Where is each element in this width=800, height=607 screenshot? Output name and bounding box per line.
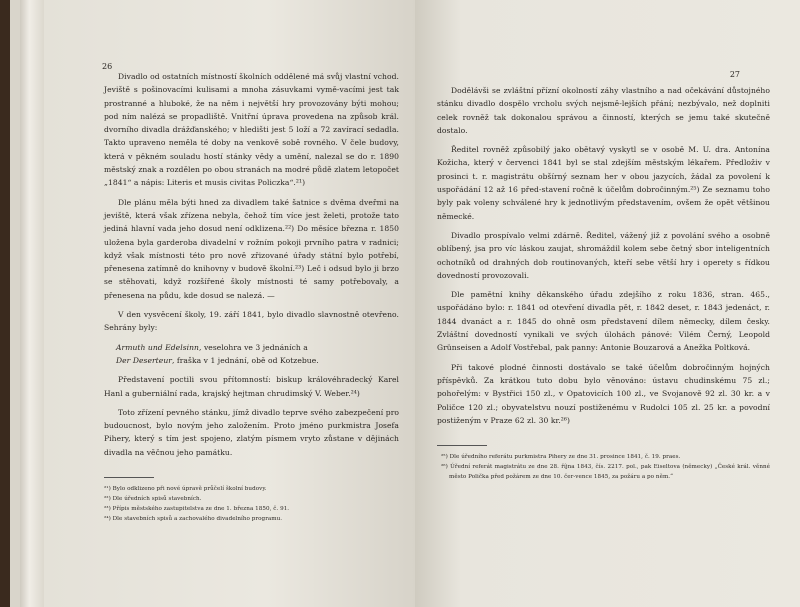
play-title: Armuth und Edelsinn [116,342,200,352]
paragraph: Dle pamětní knihy děkanského úřadu zdejšího z roku 1836, stran. 465., uspořádáno bylo: r. 1841 od otevření divadla pět, r. 1842 deset, r. 1843 jedenáct, r. 1844 dvanáct a r. 1845 do ohně osm představení dílem německy, dílem česky. Zvláštní dovedností vynikali ve svých úlohách pánové: Vilém Černý, Leopold Grünseisen a Adolf Vostřebal, pak panny: Antonie Bouzarová a Anežka Poltková. [437,290,770,353]
play-desc: , fraška v 1 jednání, obě od Kotzebue. [171,355,319,365]
left-body [104,70,399,524]
footnote: ²⁶) Úřední referát magistrátu ze dne 28. října 1843, čís. 2217. pol., pak Eiseltova (německy) „České král. věnné město Polička před požárem ze dne 10. čer-vence 1845, za požáru a po něm.“ [441,464,770,481]
paragraph: Toto zřízení pevného stánku, jímž divadlo teprve svého zabezpečení pro budoucnost, bylo novým jeho založením. Proto jméno purkmistra Josefa Pihery, který s tím jest spojeno, zlatým písmem vryto zůstane v dějinách divadla na věčnou jeho památku. [104,407,399,457]
footnote: ²¹) Bylo odklizeno při nové úpravě průčelí školní budovy. [104,486,267,493]
footnote: ²²) Dle úředních spisů stavebních. [104,496,202,503]
play-title: Der Deserteur [116,355,172,365]
play-entry [104,354,399,367]
paragraph: Ředitel rovněž způsobilý jako obětavý vyskytl se v osobě M. U. dra. Antonína Kožicha, který v červenci 1841 byl se stal zdejším městským lékařem. Předloživ v prosinci t. r. magistrátu obšírný seznam her v obou jazycích, žádal za povolení k uspořádání 12 až 16 před-stavení ročně k účelům dobročinným.²⁵) Ze seznamu toho byly pak voleny schválené hry k jednotlivým představením, ovšem že opět většinou německé. [437,145,770,221]
footnote: ²⁴) Dle stavebních spisů a zachovalého divadelního programu. [104,516,283,523]
play-desc: , veselohra ve 3 jednáních a [199,342,308,352]
page-number: 27 [729,70,740,79]
paragraph: Divadlo od ostatních místností školních oddělené má svůj vlastní vchod. Jeviště s pošinovacími kulisami a mnoha zásuvkami vymě-vacími jest tak prostranné a hluboké, že na něm i největší hry provozovány býti mohou; pod ním nalézá se propadliště. Vnitřní úprava provedena na způsob král. dvorního divadla drážďanského; v hledišti jest 5 loží a 72 zavírací sedadla. Takto upraveno neměla té doby na venkově sobě rovného. V čele budovy, která v pěkném souladu hostí stánky vědy a umění, nalezal se do r. 1890 městský znak a rozdělen po obou stranách na modré půdě zlatem letopočet „1841“ a nápis: Literis et musis civitas Policzka“.²¹) [104,72,399,188]
page-number: 26 [102,62,113,71]
footnote-rule [437,445,487,446]
footnote: ²³) Přípis městského zastupitelstva ze dne 1. března 1850, č. 91. [104,506,290,513]
page-stack-edge [20,0,44,607]
left-page [44,0,415,607]
footnote: ²⁵) Dle úředního referátu purkmistra Pihery ze dne 31. prosince 1841, č. 19. praes. [441,454,681,461]
book-scan [10,0,800,607]
play-entry [104,341,399,354]
paragraph: Dle plánu měla býti hned za divadlem také šatnice s dvěma dveřmi na jeviště, která však zřízena nebyla, čehož tím více jest želeti, protože tato jediná hlavní vada jeho dosud není odklizena.²²) Do měsíce března r. 1850 uložena byla garderoba divadelní v rožním pokoji prvního patra v radnici; když však místnosti této pro nově zřizované úřady státní bylo potřebí, přenesena zatímně do knihovny v budově školní.²³) Leč i odsud bylo ji brzo se stěhovati, když rozšířené školy místnosti té samy potřebovaly, a přenesena na půdu, kde dosud se nalezá. — [104,197,399,300]
paragraph: Divadlo prospívalo velmi zdárně. Ředitel, vážený již z povolání svého a osobně oblíbený, jsa pro víc láskou zaujat, shromáždil kolem sebe četný sbor inteligentních ochotníků od drahných dob routinovaných, kteří sebe větší hry i operety s řídkou dovedností provozovali. [437,230,770,280]
right-page [415,0,800,607]
paragraph: Dodělávši se zvláštní přízní okolností záhy vlastního a nad očekávání důstojného stánku divadlo dospělo vrcholu svých nejsmě-lejších přání; nezbývalo, než doplniti celek rovněž tak dokonalou správou a činností, kterých se jemu také skutečně dostalo. [437,86,770,135]
paragraph: Při takové plodné činnosti dostávalo se také účelům dobročinným hojných příspěvků. Za krátkou tuto dobu bylo věnováno: ústavu chudinskému 75 zl.; pohořelým: v Bystřici 150 zl., v Opatovicích 100 zl., ve Svojanově 92 zl. 30 kr. a v Poličce 120 zl.; obyvatelstvu nouzí postiženému v Rudolci 105 zl. 25 kr. a povodní postiženým v Praze 62 zl. 30 kr.²⁶) [437,362,770,425]
footnote-rule [104,477,154,478]
paragraph: Představení poctili svou přítomností: biskup královéhradecký Karel Hanl a guberniální rada, krajský hejtman chrudimský V. Weber.²⁴) [104,375,399,398]
right-body [437,84,770,482]
paragraph: V den vysvěcení školy, 19. září 1841, bylo divadlo slavnostně otevřeno. Sehrány byly: [104,310,399,333]
